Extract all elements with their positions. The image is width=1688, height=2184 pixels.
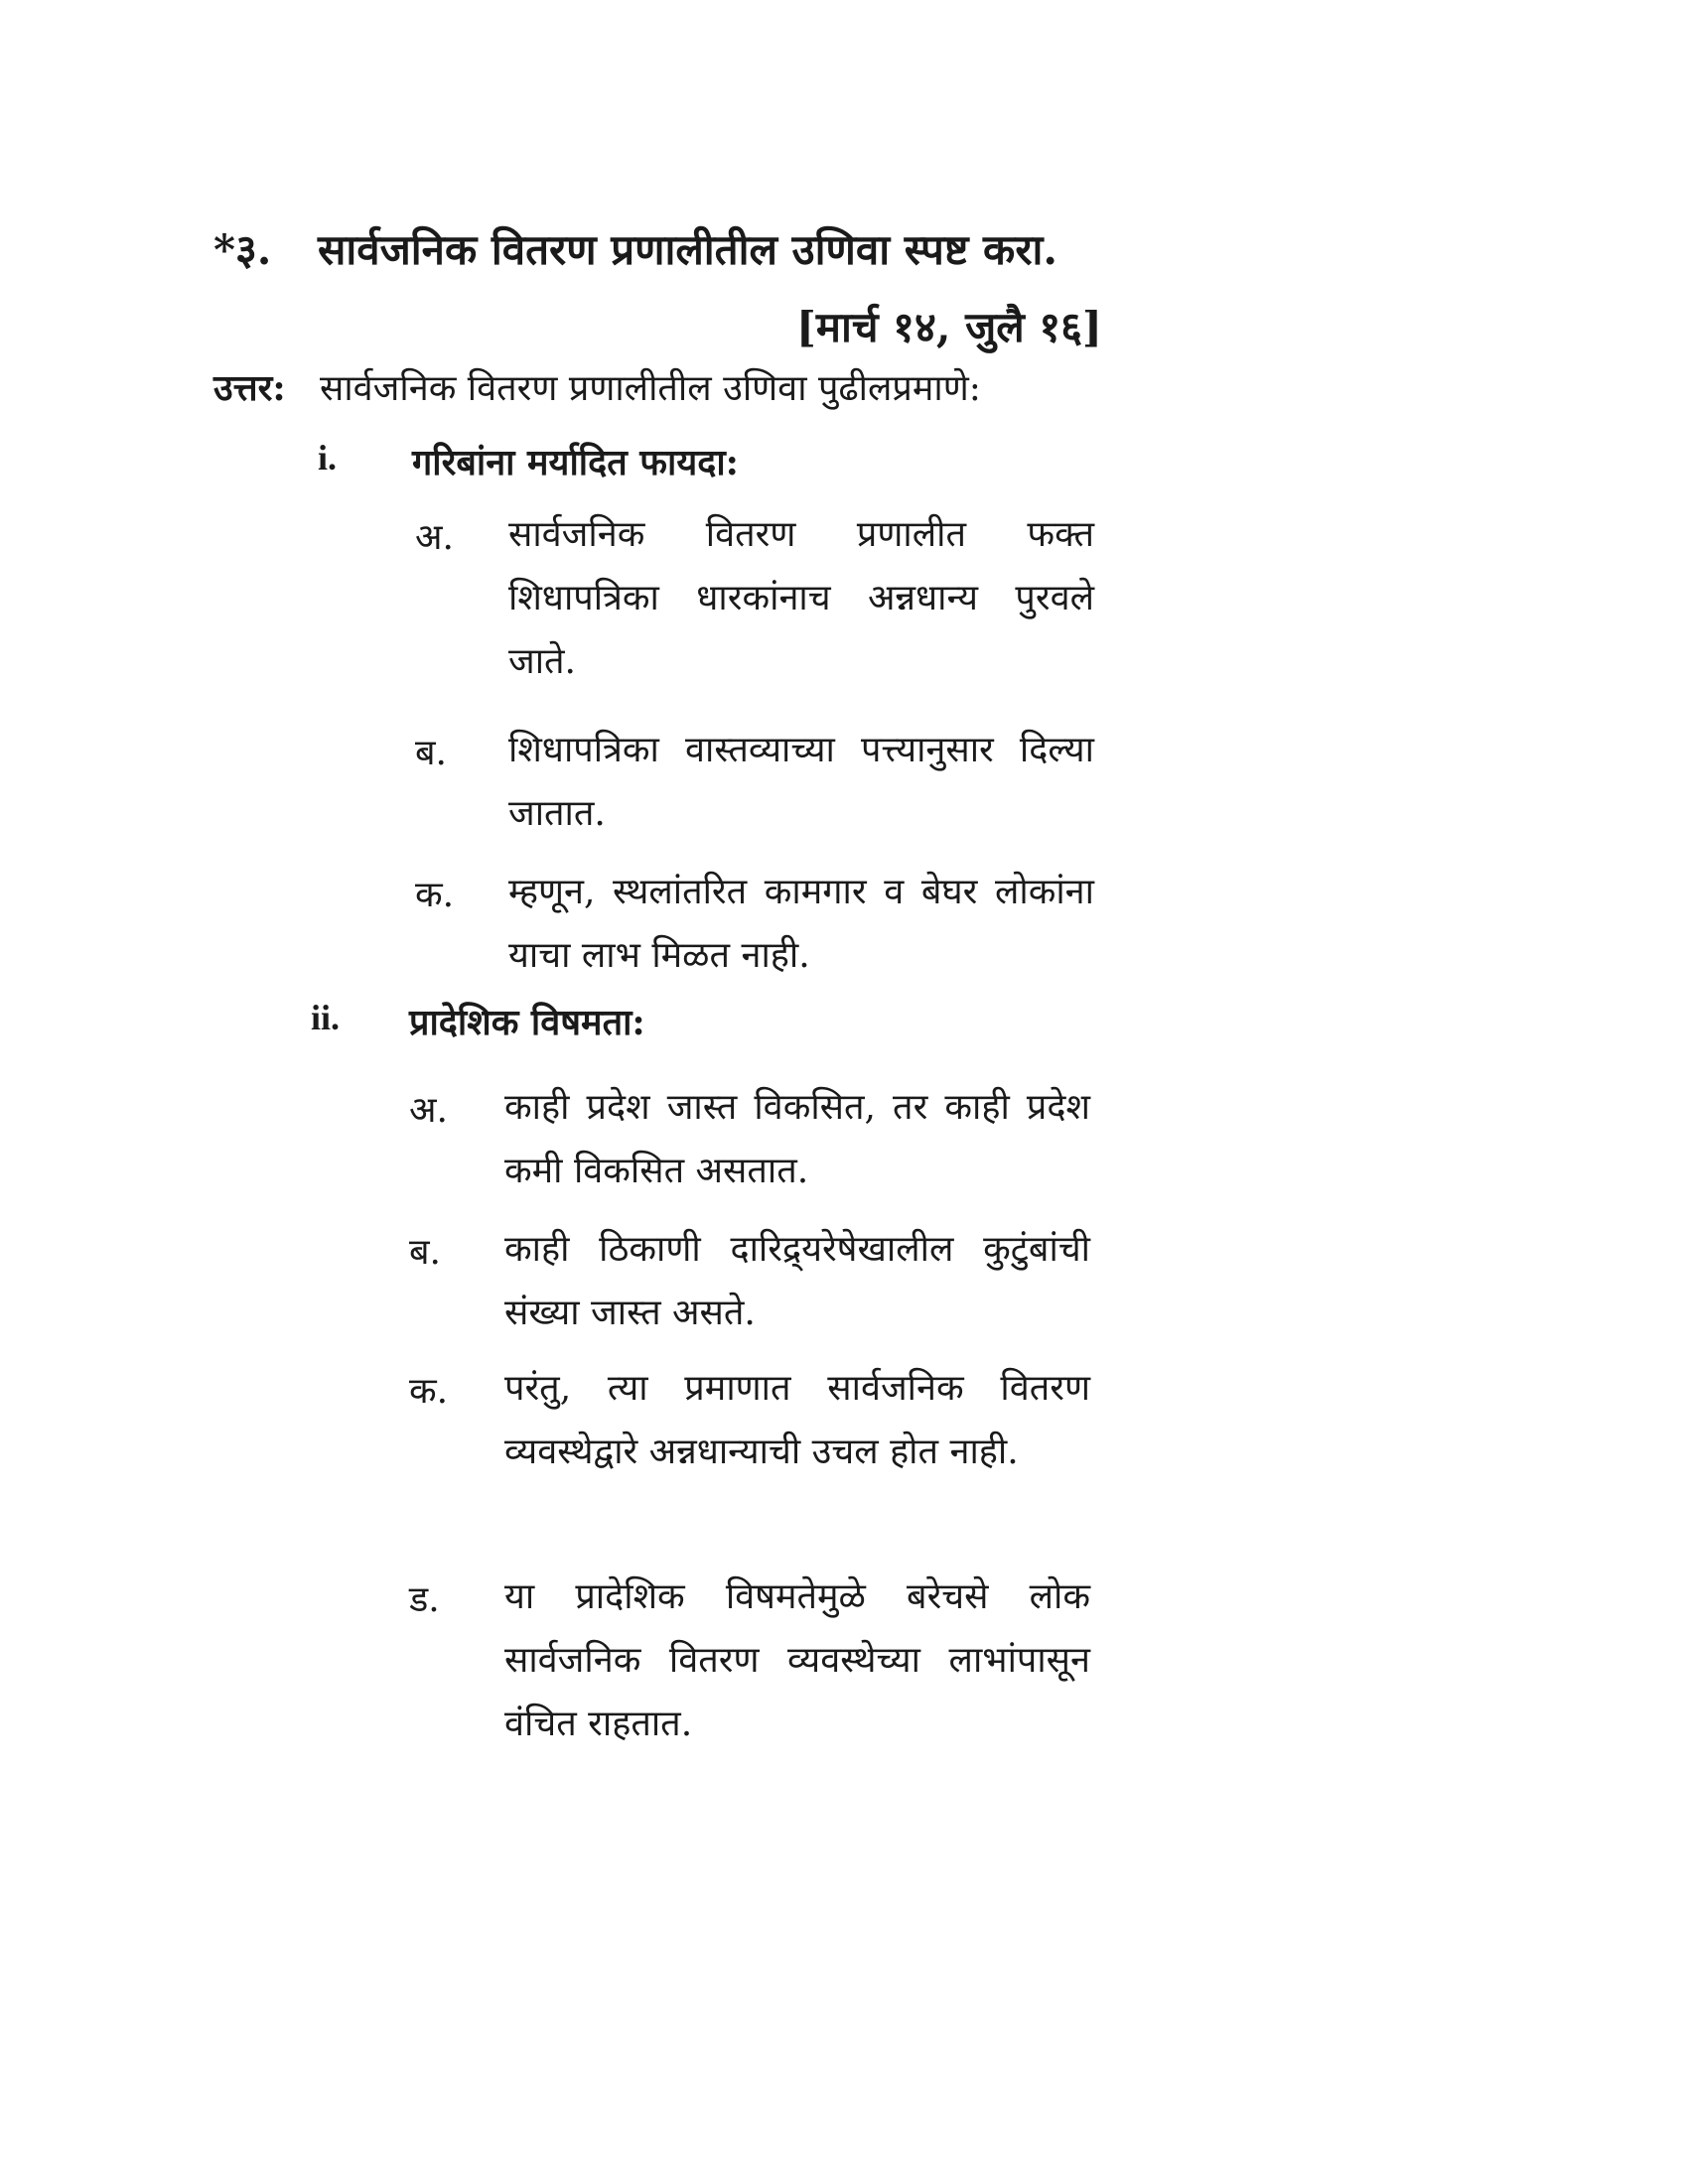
list-item-marker: ब.	[409, 1232, 441, 1273]
question-number: *३.	[213, 225, 272, 274]
list-item-marker: क.	[415, 875, 455, 915]
list-item-marker: अ.	[409, 1090, 448, 1131]
list-item-text: म्हणून, स्थलांतरित कामगार व बेघर लोकांना याचा लाभ मिळत नाही.	[508, 872, 1094, 976]
list-item-text: या प्रादेशिक विषमतेमुळे बरेचसे लोक सार्वजनिक वितरण व्यवस्थेच्या लाभांपासून वंचित राहतात.	[504, 1576, 1090, 1744]
list-item-text: काही ठिकाणी दारिद्र्यरेषेखालील कुटुंबांची संख्या जास्त असते.	[504, 1229, 1090, 1333]
section-number: ii.	[311, 998, 341, 1037]
section-number: i.	[318, 438, 338, 478]
list-item-text: सार्वजनिक वितरण प्रणालीत फक्त शिधापत्रिका धारकांनाच अन्नधान्य पुरवले जाते.	[508, 514, 1094, 682]
list-item-marker: ब.	[415, 733, 447, 773]
question-text: सार्वजनिक वितरण प्रणालीतील उणिवा स्पष्ट करा.	[318, 225, 1057, 274]
list-item-marker: अ.	[415, 517, 454, 558]
list-item-text: परंतु, त्या प्रमाणात सार्वजनिक वितरण व्यवस्थेद्वारे अन्नधान्याची उचल होत नाही.	[504, 1368, 1090, 1472]
list-item-text: शिधापत्रिका वास्तव्याच्या पत्त्यानुसार दिल्या जातात.	[508, 730, 1094, 834]
list-item-marker: ड.	[409, 1579, 440, 1620]
list-item-text: काही प्रदेश जास्त विकसित, तर काही प्रदेश कमी विकसित असतात.	[504, 1087, 1090, 1191]
section-title: गरिबांना मर्यादित फायदा:	[412, 442, 739, 483]
answer-intro: सार्वजनिक वितरण प्रणालीतील उणिवा पुढीलप्रमाणे:	[320, 368, 981, 409]
answer-label: उत्तर:	[213, 367, 286, 409]
section-title: प्रादेशिक विषमता:	[409, 1002, 645, 1043]
question-reference: [मार्च १४, जुलै १६]	[796, 303, 1102, 351]
list-item-marker: क.	[409, 1371, 449, 1412]
